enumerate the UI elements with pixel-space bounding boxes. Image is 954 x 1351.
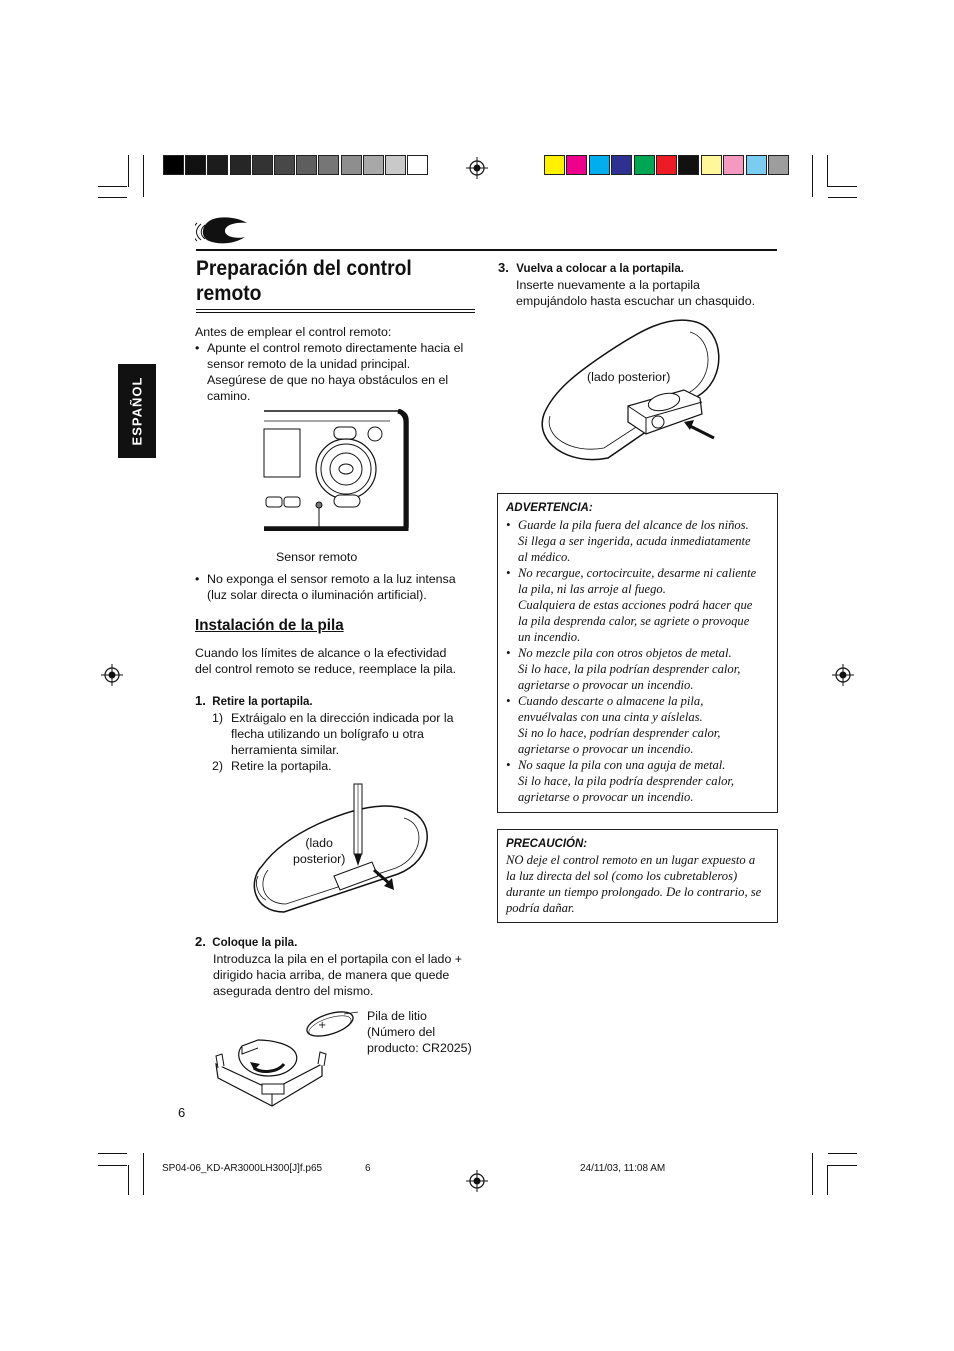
crop-mark (143, 1153, 144, 1195)
step-title: Retire la portapila. (212, 696, 313, 708)
step-text: Inserte nuevamente a la portapila (516, 278, 700, 292)
intro-block (195, 324, 480, 404)
crop-mark (98, 1153, 127, 1154)
intro-bullet-text: camino. (207, 389, 251, 403)
substep-number: 2) (212, 759, 224, 773)
intro-bullet-text: Asegúrese de que no haya obstáculos en el (207, 373, 449, 387)
caution-text: NO deje el control remoto en un lugar expuesto a (506, 853, 756, 867)
warning-text: la pila desprenda calor, se agriete o provoque (518, 614, 750, 628)
intro-bullet-text: (luz solar directa o iluminación artificial). (207, 588, 427, 602)
figure-label-line: (Número del (367, 1025, 436, 1039)
crop-mark (128, 155, 129, 187)
registration-mark-icon (466, 157, 488, 179)
gray-swatch (341, 155, 362, 175)
footer-page: 6 (365, 1163, 371, 1174)
warning-text: No saque la pila con una aguja de metal. (518, 758, 726, 772)
crop-mark (812, 1153, 813, 1195)
crop-mark (827, 155, 828, 187)
registration-mark-icon (101, 664, 123, 686)
gray-swatch (185, 155, 206, 175)
crop-mark (828, 1153, 857, 1154)
language-tab-label: ESPAÑOL (129, 376, 145, 446)
crop-mark (98, 186, 127, 187)
step-number: 1. (195, 693, 206, 708)
crop-mark (828, 197, 857, 198)
bullet-glyph: • (506, 694, 511, 708)
intro-bullet (195, 340, 480, 404)
intro-bullet-text: Apunte el control remoto directamente hacia el (207, 341, 464, 355)
section-paragraph (195, 645, 480, 677)
step2-figure-label (367, 1008, 472, 1056)
crop-mark (827, 1165, 828, 1195)
gray-swatch (207, 155, 228, 175)
figure-label-line: posterior) (293, 852, 346, 866)
substep-text: Extráigalo en la dirección indicada por la (231, 711, 454, 725)
gray-swatch (363, 155, 384, 175)
warning-text: la pila, ni las arroje al fuego. (518, 582, 666, 596)
color-swatch (611, 155, 632, 175)
caution-text: podría dañar. (506, 901, 575, 915)
step-text: asegurada dentro del mismo. (213, 984, 374, 998)
step1-figure-label (293, 835, 345, 867)
step-text: empujándolo hasta escuchar un chasquido. (516, 294, 756, 308)
color-swatch (746, 155, 767, 175)
caution-header: PRECAUCIÓN: (506, 838, 588, 850)
bullet-glyph: • (506, 646, 511, 660)
crop-mark (828, 1165, 857, 1166)
color-swatch (678, 155, 699, 175)
crop-mark (812, 155, 813, 197)
warning-text: agrietarse o provocar un incendio. (518, 790, 694, 804)
step-text: dirigido hacia arriba, de manera que quede (213, 968, 450, 982)
intro-bullet-text: sensor remoto de la unidad principal. (207, 357, 411, 371)
bullet-glyph: • (506, 518, 511, 532)
warning-text: agrietarse o provocar un incendio. (518, 742, 694, 756)
warning-item (506, 757, 769, 805)
step-2 (195, 934, 480, 999)
substep-text: flecha utilizando un bolígrafo u otra (231, 727, 424, 741)
warning-text: Cuando descarte o almacene la pila, (518, 694, 704, 708)
warning-text: un incendio. (518, 630, 581, 644)
color-swatch (566, 155, 587, 175)
step-text: Introduzca la pila en el portapila con el lado + (213, 952, 463, 966)
warning-text: No mezcle pila con otros objetos de metal. (518, 646, 732, 660)
sensor-label: Sensor remoto (276, 550, 358, 564)
substep-text: Retire la portapila. (231, 759, 332, 773)
bullet-glyph: • (506, 566, 511, 580)
warning-item (506, 645, 769, 693)
figure-label-line: producto: CR2025) (367, 1041, 472, 1055)
gray-swatch (163, 155, 184, 175)
head-unit-illustration (260, 409, 410, 531)
warning-text: Si lo hace, la pila podrían desprender calor, (518, 662, 741, 676)
language-tab (118, 364, 156, 458)
intro-bullet-2 (195, 571, 480, 603)
page-title: Preparación del control remoto (196, 257, 412, 305)
gray-swatch (230, 155, 251, 175)
step-number: 3. (498, 260, 509, 275)
caution-text: la luz directa del sol (como los cubretableros) (506, 869, 738, 883)
crop-mark (828, 186, 857, 187)
warning-text: Si lo hace, la pila podría desprender calor, (518, 774, 735, 788)
intro-bullet (195, 571, 480, 603)
warning-text: envuélvalas con una cinta y aíslelas. (518, 710, 703, 724)
color-swatch (723, 155, 744, 175)
section-heading: Instalación de la pila (195, 617, 344, 634)
gray-swatch (385, 155, 406, 175)
step-title: Coloque la pila. (212, 937, 298, 949)
caution-box (497, 829, 778, 923)
crop-mark (98, 197, 127, 198)
figure-label-line: Pila de litio (367, 1009, 427, 1023)
warning-box (497, 493, 778, 813)
warning-text: Cualquiera de estas acciones podrá hacer que (518, 598, 753, 612)
step3-figure-label: (lado posterior) (587, 370, 671, 384)
svg-text:+: + (318, 1020, 327, 1031)
warning-text: al médico. (518, 550, 571, 564)
battery-holder-illustration (212, 1006, 362, 1110)
section-paragraph-line: Cuando los límites de alcance o la efectividad (195, 646, 447, 660)
color-swatch (544, 155, 565, 175)
color-swatch (701, 155, 722, 175)
crop-mark (98, 1165, 127, 1166)
figure-label-line: (lado (305, 836, 333, 850)
warning-text: Si no lo hace, podrían desprender calor, (518, 726, 721, 740)
color-swatch (589, 155, 610, 175)
registration-mark-icon (832, 664, 854, 686)
title-rule (196, 312, 475, 313)
step-title: Vuelva a colocar a la portapila. (516, 263, 684, 275)
step-1 (195, 693, 480, 774)
title-rule (196, 309, 475, 310)
bullet-glyph: • (195, 341, 200, 355)
substep-text: herramienta similar. (231, 743, 340, 757)
header-rule (196, 249, 777, 251)
gray-swatch (318, 155, 339, 175)
intro-lead: Antes de emplear el control remoto: (195, 325, 392, 339)
crop-mark (128, 1165, 129, 1195)
caution-text: durante un tiempo prolongado. De lo contrario, se (506, 885, 762, 899)
warning-text: Si llega a ser ingerida, acuda inmediatamente (518, 534, 751, 548)
warning-item (506, 693, 769, 757)
gray-swatch (274, 155, 295, 175)
color-swatch (656, 155, 677, 175)
crop-mark (143, 155, 144, 197)
warning-text: Guarde la pila fuera del alcance de los niños. (518, 518, 749, 532)
intro-bullet-text: No exponga el sensor remoto a la luz intensa (207, 572, 456, 586)
bullet-glyph: • (506, 758, 511, 772)
gray-swatch (296, 155, 317, 175)
color-swatch (634, 155, 655, 175)
warning-text: agrietarse o provocar un incendio. (518, 678, 694, 692)
warning-header: ADVERTENCIA: (506, 502, 593, 514)
warning-item (506, 565, 769, 645)
bullet-glyph: • (195, 572, 200, 586)
section-paragraph-line: del control remoto se reduce, reemplace la pila. (195, 662, 457, 676)
footer-filename: SP04-06_KD-AR3000LH300[J]f.p65 (162, 1163, 323, 1174)
step-number: 2. (195, 934, 206, 949)
registration-mark-icon (466, 1170, 488, 1192)
color-swatch (768, 155, 789, 175)
remote-section-icon (195, 213, 251, 245)
gray-swatch (252, 155, 273, 175)
gray-swatch (407, 155, 428, 175)
warning-text: No recargue, cortocircuite, desarme ni caliente (518, 566, 757, 580)
remote-holder-insert-illustration (538, 318, 724, 468)
page-number: 6 (178, 1105, 186, 1120)
substep-number: 1) (212, 711, 224, 725)
warning-item (506, 517, 769, 565)
step-3 (498, 260, 788, 309)
footer-date: 24/11/03, 11:08 AM (580, 1163, 666, 1174)
